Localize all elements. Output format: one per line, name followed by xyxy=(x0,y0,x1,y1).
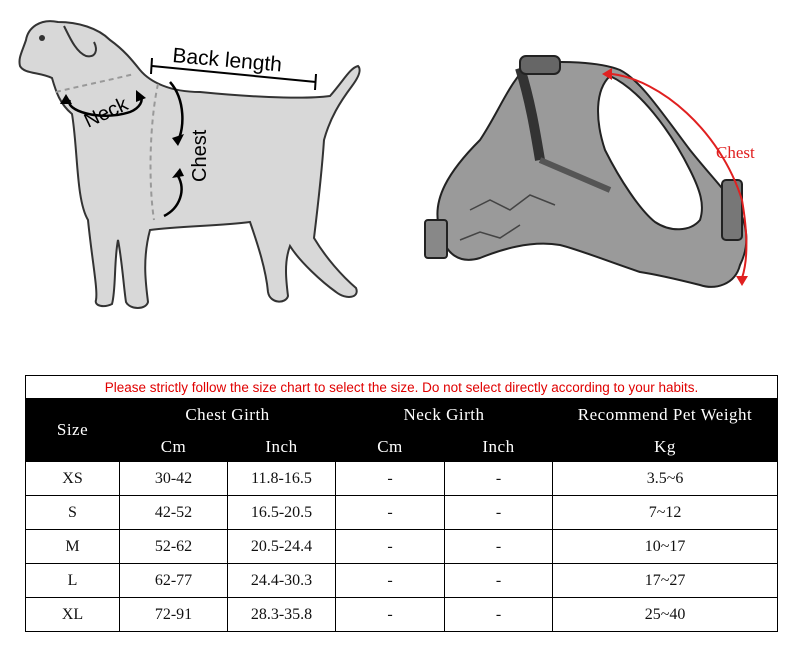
weight-kg-header: Kg xyxy=(553,432,778,462)
chest-inch-header: Inch xyxy=(228,432,336,462)
harness-illustration xyxy=(425,56,755,287)
harness-side-buckle xyxy=(425,220,447,258)
table-row xyxy=(26,598,778,632)
neck-cm-cell: - xyxy=(336,530,445,564)
size-cell: XS xyxy=(26,462,120,496)
harness-handle xyxy=(520,56,560,74)
size-header: Size xyxy=(26,399,120,462)
chest-girth-header: Chest Girth xyxy=(120,399,336,432)
harness-chest-label: Chest xyxy=(716,143,755,162)
harness-body xyxy=(437,62,746,287)
weight-kg-cell: 17~27 xyxy=(553,564,778,598)
neck-inch-cell: - xyxy=(445,564,553,598)
back-length-start-tick xyxy=(151,58,152,74)
dog-illustration xyxy=(19,21,359,308)
neck-cm-cell: - xyxy=(336,564,445,598)
neck-cm-cell: - xyxy=(336,496,445,530)
neck-inch-cell: - xyxy=(445,496,553,530)
unit-header-row xyxy=(26,432,778,462)
weight-kg-cell: 10~17 xyxy=(553,530,778,564)
chest-inch-cell: 28.3-35.8 xyxy=(228,598,336,632)
weight-kg-cell: 25~40 xyxy=(553,598,778,632)
size-chart-table xyxy=(25,375,778,632)
neck-girth-header: Neck Girth xyxy=(336,399,553,432)
chest-cm-cell: 42-52 xyxy=(120,496,228,530)
chest-inch-cell: 16.5-20.5 xyxy=(228,496,336,530)
notice-row xyxy=(26,376,778,399)
chest-inch-cell: 11.8-16.5 xyxy=(228,462,336,496)
table-row xyxy=(26,564,778,598)
table-row xyxy=(26,530,778,564)
table-row xyxy=(26,496,778,530)
chest-inch-cell: 20.5-24.4 xyxy=(228,530,336,564)
neck-inch-cell: - xyxy=(445,598,553,632)
chest-cm-cell: 30-42 xyxy=(120,462,228,496)
chest-cm-header: Cm xyxy=(120,432,228,462)
table-row xyxy=(26,462,778,496)
neck-inch-cell: - xyxy=(445,530,553,564)
back-length-end-tick xyxy=(315,74,316,90)
weight-header: Recommend Pet Weight xyxy=(553,399,778,432)
neck-cm-header: Cm xyxy=(336,432,445,462)
size-cell: S xyxy=(26,496,120,530)
neck-cm-cell: - xyxy=(336,462,445,496)
chest-cm-cell: 72-91 xyxy=(120,598,228,632)
chest-cm-cell: 52-62 xyxy=(120,530,228,564)
neck-inch-cell: - xyxy=(445,462,553,496)
weight-kg-cell: 3.5~6 xyxy=(553,462,778,496)
size-cell: M xyxy=(26,530,120,564)
weight-kg-cell: 7~12 xyxy=(553,496,778,530)
neck-inch-header: Inch xyxy=(445,432,553,462)
chest-label: Chest xyxy=(189,129,211,182)
neck-cm-cell: - xyxy=(336,598,445,632)
header-row xyxy=(26,399,778,432)
chest-inch-cell: 24.4-30.3 xyxy=(228,564,336,598)
harness-arrowhead-icon xyxy=(736,276,748,286)
size-cell: XL xyxy=(26,598,120,632)
chest-cm-cell: 62-77 xyxy=(120,564,228,598)
size-cell: L xyxy=(26,564,120,598)
neck-label: Neck xyxy=(80,93,132,133)
back-length-label: Back length xyxy=(171,44,283,77)
size-notice: Please strictly follow the size chart to select the size. Do not select directly according to your habits. xyxy=(26,376,778,399)
dog-eye xyxy=(39,35,45,41)
